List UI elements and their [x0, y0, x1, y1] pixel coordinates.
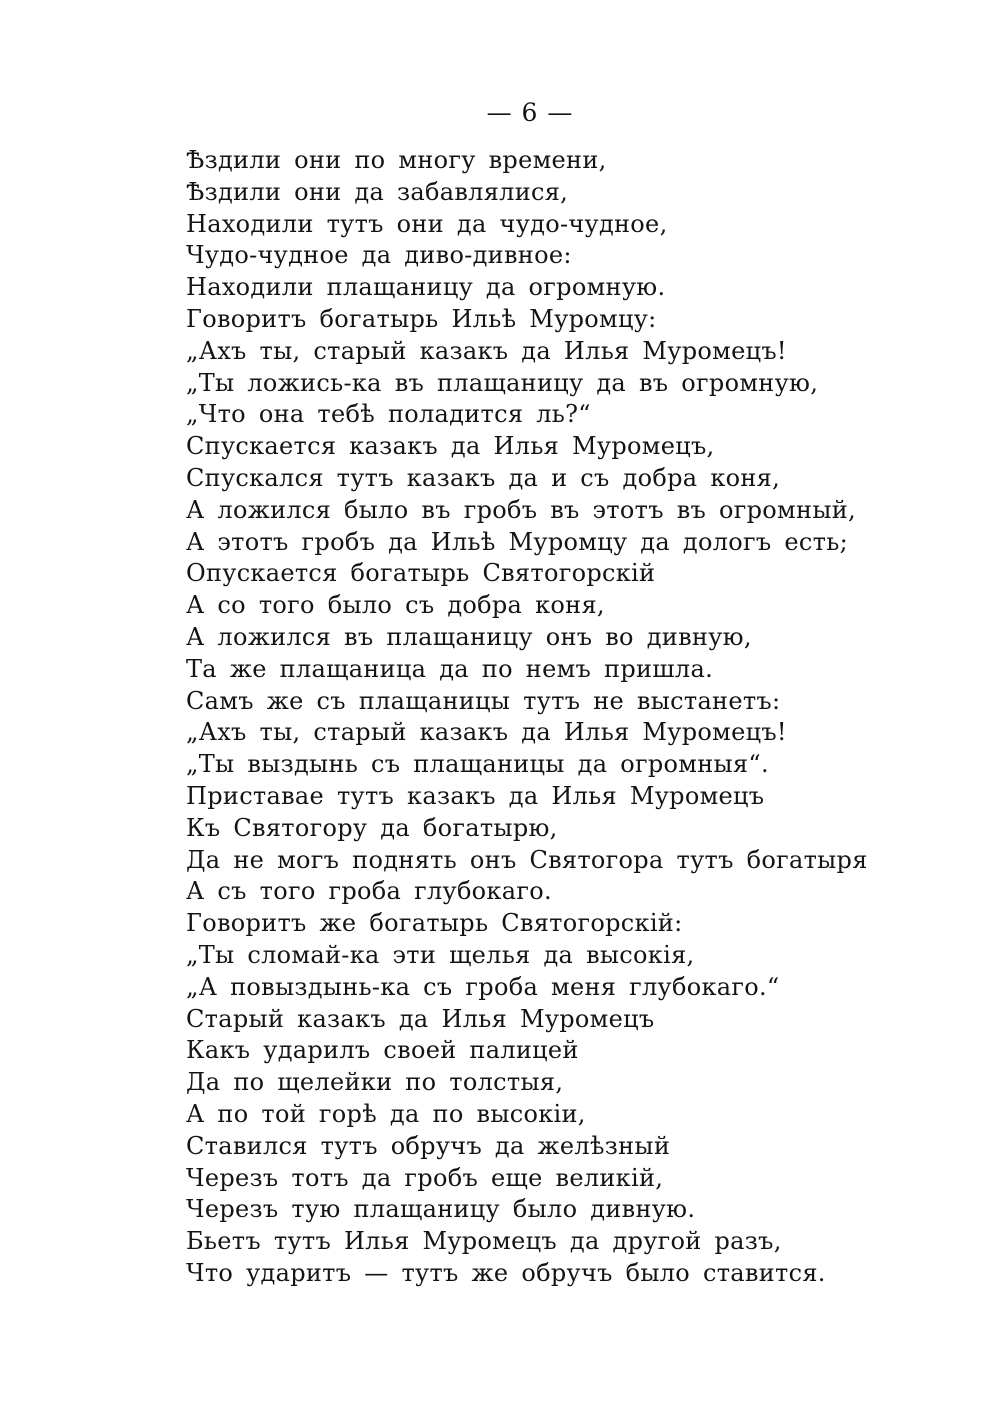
verse-line: Спускался тутъ казакъ да и съ добра коня, [186, 463, 781, 492]
verse-line: Да не могъ поднять онъ Святогора тутъ богатыря [186, 845, 868, 874]
verse-line: Что ударитъ — тутъ же обручъ было ставится. [186, 1258, 826, 1287]
verse-line: „Ты ложись-ка въ плащаницу да въ огромную, [186, 368, 819, 397]
verse-line: Чудо-чудное да диво-дивное: [186, 241, 572, 270]
verse-line: „Что она тебѣ поладится ль?“ [186, 400, 591, 429]
verse-line: Черезъ тую плащаницу было дивную. [186, 1195, 696, 1224]
verse-line: А ложился было въ гробъ въ этотъ въ огромный, [186, 495, 856, 524]
verse-line: „Ахъ ты, старый казакъ да Илья Муромецъ! [186, 336, 787, 365]
verse-line: А по той горѣ да по высокіи, [186, 1099, 586, 1128]
verse-line: Говоритъ богатырь Ильѣ Муромцу: [186, 304, 657, 333]
verse-line: Говоритъ же богатырь Святогорскій: [186, 909, 683, 938]
verse-line: „А повыздынь-ка съ гроба меня глубокаго.“ [186, 972, 780, 1001]
page-number: — 6 — [486, 98, 574, 127]
verse-line: „Ахъ ты, старый казакъ да Илья Муромецъ! [186, 718, 787, 747]
verse-line: Самъ же съ плащаницы тутъ не выстанетъ: [186, 686, 781, 715]
verse-line: „Ты выздынь съ плащаницы да огромныя“. [186, 750, 769, 779]
verse-line: Какъ ударилъ своей палицей [186, 1036, 579, 1065]
verse-line: Бьетъ тутъ Илья Муромецъ да другой разъ, [186, 1227, 782, 1256]
verse-line: Спускается казакъ да Илья Муромецъ, [186, 432, 715, 461]
verse-line: Черезъ тотъ да гробъ еще великій, [186, 1163, 664, 1192]
verse-line: А со того было съ добра коня, [186, 591, 605, 620]
verse-line: Находили плащаницу да огромную. [186, 273, 666, 302]
verse-line: Къ Святогору да богатырю, [186, 813, 558, 842]
verse-line: Ставился тутъ обручъ да желѣзный [186, 1131, 671, 1160]
verse-line: А ложился въ плащаницу онъ во дивную, [186, 622, 752, 651]
verse-line: Ѣздили они да забавлялися, [186, 177, 569, 206]
verse-line: Ѣздили они по многу времени, [186, 146, 607, 174]
verse-line: Опускается богатырь Святогорскій [186, 559, 656, 588]
verse-line: А съ того гроба глубокаго. [186, 877, 552, 906]
verse-line: Приставае тутъ казакъ да Илья Муромецъ [186, 781, 765, 810]
verse-line: Находили тутъ они да чудо-чудное, [186, 209, 668, 238]
verse-line: А этотъ гробъ да Ильѣ Муромцу да дологъ есть; [186, 527, 848, 556]
verse-line: Да по щелейки по толстыя, [186, 1068, 564, 1097]
verse-line: Старый казакъ да Илья Муромецъ [186, 1004, 655, 1033]
verse-line: Та же плащаница да по немъ пришла. [186, 654, 713, 683]
verse-text [186, 145, 868, 1290]
verse-line: „Ты сломай-ка эти щелья да высокія, [186, 940, 695, 969]
